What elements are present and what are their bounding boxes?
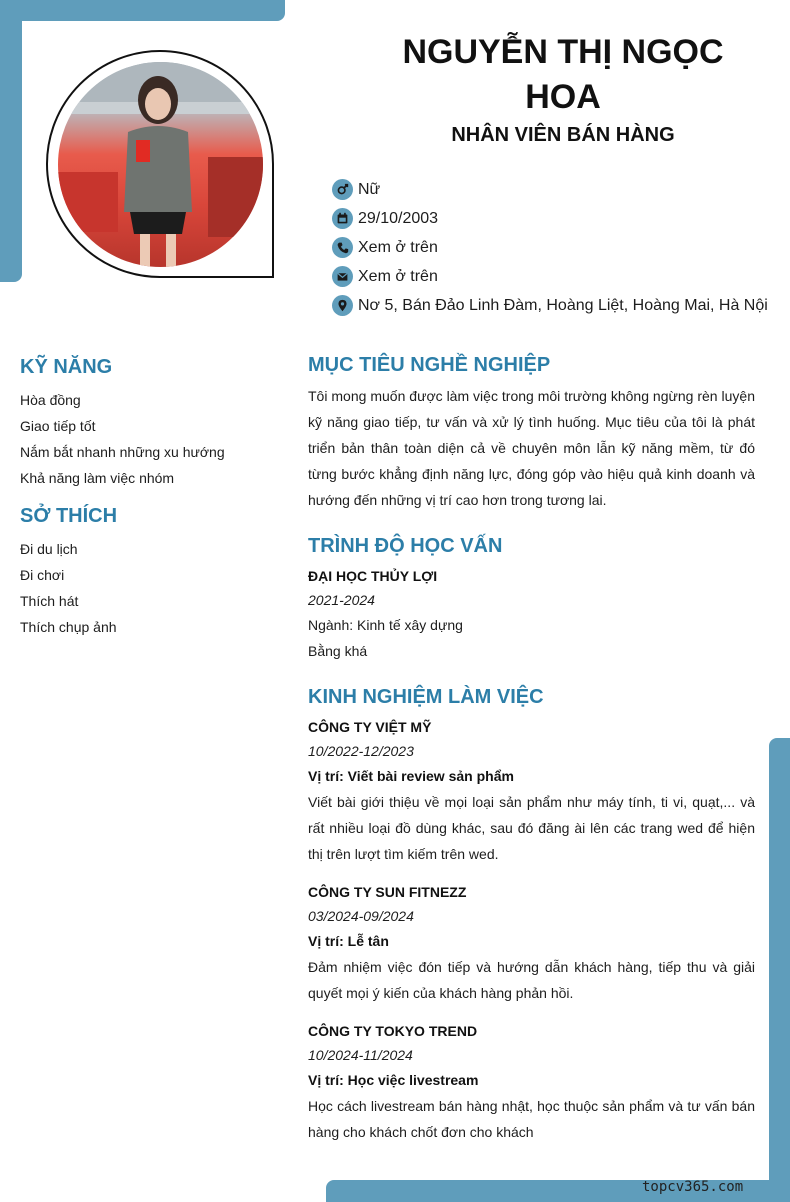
contact-phone bbox=[332, 233, 768, 262]
list-item: Thích chụp ảnh bbox=[20, 619, 117, 635]
experience-heading: KINH NGHIỆM LÀM VIỆC bbox=[308, 686, 544, 708]
education-grade: Bằng khá bbox=[308, 643, 368, 659]
list-item: Đi chơi bbox=[20, 567, 65, 583]
job-period: 10/2022-12/2023 bbox=[308, 743, 414, 759]
objective-text: Tôi mong muốn được làm việc trong môi trường không ngừng rèn luyện kỹ năng giao tiếp, tư vấn và xử lý tình huống. Mục tiêu của tôi là phát triển bản thân toàn diện cả về chuyên môn lẫn kỹ năng mềm, từ đó từng bước khẳng định năng lực, đóng góp vào hiệu quả kinh doanh và hướng đến những vị trí cao hơn trong tương lai. bbox=[308, 388, 755, 508]
job-position: Vị trí: Học việc livestream bbox=[308, 1072, 479, 1088]
job-period: 03/2024-09/2024 bbox=[308, 908, 414, 924]
objective-heading: MỤC TIÊU NGHỀ NGHIỆP bbox=[308, 354, 551, 376]
mail-icon bbox=[332, 266, 353, 287]
company-name: CÔNG TY SUN FITNEZZ bbox=[308, 884, 467, 900]
job-entry bbox=[308, 880, 755, 1006]
objective-section bbox=[308, 354, 755, 513]
contact-birthdate-value: 29/10/2003 bbox=[358, 209, 439, 227]
contact-address bbox=[332, 291, 768, 320]
list-item: Nắm bắt nhanh những xu hướng bbox=[20, 444, 225, 460]
job-position: Vị trí: Lễ tân bbox=[308, 933, 389, 949]
hobbies-heading: SỞ THÍCH bbox=[20, 505, 118, 527]
candidate-name: NGUYỄN THỊ NGỌC HOA bbox=[402, 33, 724, 116]
list-item: Khả năng làm việc nhóm bbox=[20, 470, 175, 486]
avatar-photo bbox=[58, 62, 263, 267]
education-major: Ngành: Kinh tế xây dựng bbox=[308, 617, 463, 633]
contact-address-value: Nơ 5, Bán Đảo Linh Đàm, Hoàng Liệt, Hoàng Mai, Hà Nội bbox=[358, 296, 768, 314]
gender-icon bbox=[332, 179, 353, 200]
contact-list bbox=[332, 175, 768, 320]
contact-gender-value: Nữ bbox=[358, 180, 381, 198]
job-description: Viết bài giới thiệu về mọi loại sản phẩm như máy tính, ti vi, quạt,... và rất nhiều loại đồ dùng khác, sau đó đăng ài lên các trang wed để hiện thị trên lượt tìm kiếm trên wed. bbox=[308, 794, 755, 862]
education-heading: TRÌNH ĐỘ HỌC VẤN bbox=[308, 535, 503, 557]
right-column bbox=[308, 354, 755, 1167]
calendar-icon bbox=[332, 208, 353, 229]
contact-email-value: Xem ở trên bbox=[358, 267, 438, 285]
list-item: Thích hát bbox=[20, 593, 79, 609]
contact-phone-value: Xem ở trên bbox=[358, 238, 438, 256]
job-description: Đảm nhiệm việc đón tiếp và hướng dẫn khách hàng, tiếp thu và giải quyết mọi ý kiến của khách hàng phản hồi. bbox=[308, 959, 755, 1001]
decor-bar-right bbox=[769, 738, 790, 1202]
list-item: Đi du lịch bbox=[20, 541, 78, 557]
list-item: Hòa đồng bbox=[20, 392, 81, 408]
company-name: CÔNG TY TOKYO TREND bbox=[308, 1023, 478, 1039]
experience-section bbox=[308, 686, 755, 1145]
hobbies-list bbox=[20, 536, 280, 640]
contact-email bbox=[332, 262, 768, 291]
decor-bar-left bbox=[0, 0, 22, 282]
job-position: Vị trí: Viết bài review sản phẩm bbox=[308, 768, 514, 784]
education-period: 2021-2024 bbox=[308, 592, 375, 608]
school-name: ĐẠI HỌC THỦY LỢI bbox=[308, 568, 438, 584]
watermark: topcv365.com bbox=[642, 1179, 744, 1195]
job-description: Học cách livestream bán hàng nhật, học thuộc sản phẩm và tư vấn bán hàng cho khách chốt đơn cho khách bbox=[308, 1098, 755, 1140]
contact-gender bbox=[332, 175, 768, 204]
phone-icon bbox=[332, 237, 353, 258]
left-column bbox=[20, 356, 280, 654]
list-item: Giao tiếp tốt bbox=[20, 418, 96, 434]
education-section bbox=[308, 535, 755, 664]
location-icon bbox=[332, 295, 353, 316]
contact-birthdate bbox=[332, 204, 768, 233]
job-period: 10/2024-11/2024 bbox=[308, 1047, 413, 1063]
job-entry bbox=[308, 1019, 755, 1145]
company-name: CÔNG TY VIỆT MỸ bbox=[308, 719, 432, 735]
job-title: NHÂN VIÊN BÁN HÀNG bbox=[451, 124, 675, 146]
decor-bar-top bbox=[0, 0, 285, 21]
job-entry bbox=[308, 715, 755, 867]
skills-heading: KỸ NĂNG bbox=[20, 356, 113, 378]
skills-list bbox=[20, 387, 280, 491]
